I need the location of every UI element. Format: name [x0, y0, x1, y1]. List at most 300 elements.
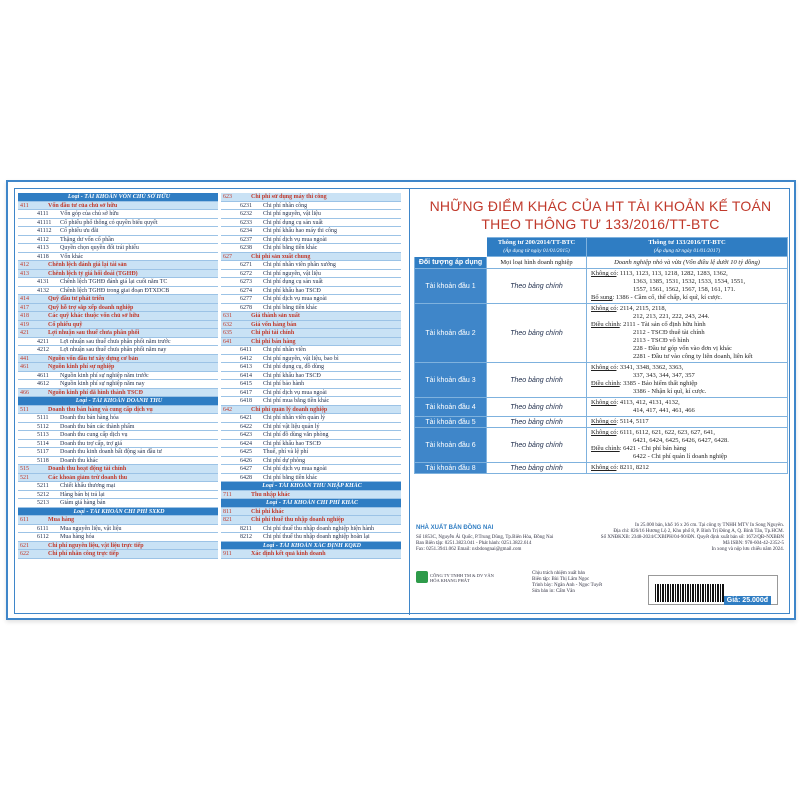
account-name: Chiết khấu thương mại: [60, 483, 116, 489]
section-header-text: Loại - TÀI KHOẢN THU NHẬP KHÁC: [262, 483, 362, 489]
account-name: Chi phí bán hàng: [251, 338, 296, 345]
indent-spacer: [221, 236, 239, 244]
indent-spacer: [221, 210, 239, 218]
account-row: [221, 389, 401, 398]
account-row: [221, 210, 401, 219]
account-row: [221, 304, 401, 313]
account-row: [18, 482, 218, 491]
header-blank: [415, 238, 487, 257]
info-line: Số XNĐKXB: 2348-2024/CXBIPH/04-90/ĐN. Quyết định xuất bản số: 1672/QĐ-NXBĐN: [600, 535, 784, 540]
indent-spacer: [18, 431, 36, 439]
indent-spacer: [18, 499, 36, 507]
account-name: Chi phí dịch vụ mua ngoài: [263, 466, 327, 472]
section-header: [18, 193, 218, 202]
detail-prefix: Không có: [591, 270, 617, 277]
account-row: [221, 423, 401, 432]
account-name: Cổ phiếu quỹ: [48, 321, 83, 328]
indent-spacer: [18, 210, 36, 218]
background-bottom: [0, 620, 800, 800]
account-name: Chi phí dịch vụ mua ngoài: [263, 236, 327, 243]
account-row: [221, 321, 401, 330]
account-row: [18, 491, 218, 500]
detail-line: 212, 213, 221, 222, 243, 244.: [633, 313, 710, 320]
account-row: [18, 525, 218, 534]
account-row: [18, 210, 218, 219]
account-code: 627: [223, 253, 232, 260]
account-code: 6273: [240, 279, 252, 285]
section-header: [18, 397, 218, 406]
account-row: [18, 474, 218, 483]
row-label: Tài khoản đầu 8: [415, 463, 487, 474]
editorial-info: [532, 571, 622, 595]
account-code: 6421: [240, 415, 252, 421]
account-name: Chi phí dụng cụ sản xuất: [263, 279, 323, 285]
row-detail: [587, 363, 788, 398]
indent-spacer: [221, 440, 239, 448]
accounting-chart-sheet: [6, 180, 796, 620]
indent-spacer: [221, 270, 239, 278]
detail-prefix: Điều chỉnh: [591, 321, 620, 328]
account-row: [18, 448, 218, 457]
account-code: 6274: [240, 287, 252, 294]
account-code: 466: [20, 389, 29, 396]
info-line: Mã ISBN: 978-604-42-2352-5: [722, 541, 784, 546]
section-header: [18, 508, 218, 517]
account-name: Mua nguyên liệu, vật liệu: [60, 525, 122, 532]
indent-spacer: [221, 414, 239, 422]
account-name: Chi phí nguyên, vật liệu, bao bì: [263, 355, 339, 362]
account-name: Chi phí dịch vụ mua ngoài: [263, 296, 327, 302]
account-code: 5114: [37, 440, 49, 447]
detail-line: Không có: 3341, 3348, 3362, 3363,: [591, 364, 684, 371]
account-code: 811: [223, 508, 232, 515]
account-name: Doanh thu kinh doanh bất động sản đầu tư: [60, 449, 162, 455]
account-name: Mua hàng: [48, 517, 75, 523]
publisher-footer: [414, 521, 788, 611]
detail-line: 2112 - TSCĐ thuê tài chính: [633, 329, 705, 336]
row-mid: Theo bảng chính: [487, 304, 587, 363]
header-circular-133: [587, 238, 788, 257]
table-row: [415, 304, 788, 363]
account-row: [18, 227, 218, 236]
table-row: [415, 269, 788, 304]
table-row: [415, 463, 788, 474]
account-code: 5112: [37, 423, 49, 430]
account-name: Doanh thu trợ cấp, trợ giá: [60, 440, 122, 447]
indent-spacer: [18, 414, 36, 422]
background-top: [0, 0, 800, 180]
account-code: 6413: [240, 364, 252, 370]
account-code: 6277: [240, 296, 252, 302]
publisher-info: [416, 535, 596, 553]
row-detail: [587, 417, 788, 428]
info-line: Chịu trách nhiệm xuất bản: [532, 571, 586, 576]
indent-spacer: [18, 236, 36, 244]
detail-prefix: Không có: [591, 418, 617, 425]
account-name: Lợi nhuận sau thuế chưa phân phối năm trước: [60, 338, 171, 345]
barcode-icon: [655, 584, 725, 602]
account-code: 4132: [37, 287, 49, 294]
account-code: 6422: [240, 423, 252, 430]
account-name: Chi phí tài chính: [251, 330, 295, 336]
account-row: [18, 202, 218, 211]
account-name: Nguồn vốn đầu tư xây dựng cơ bản: [48, 355, 139, 362]
account-code: 911: [223, 551, 232, 557]
account-code: 515: [20, 466, 29, 472]
account-row: [221, 448, 401, 457]
indent-spacer: [18, 253, 36, 261]
account-code: 5117: [37, 449, 49, 455]
account-row: [18, 329, 218, 338]
detail-prefix: Không có: [591, 464, 617, 471]
indent-spacer: [18, 372, 36, 380]
account-name: Chi phí nhân viên quản lý: [263, 415, 326, 421]
indent-spacer: [221, 533, 239, 541]
account-row: [18, 261, 218, 270]
account-code: 632: [223, 321, 232, 328]
account-name: Chênh lệch tỷ giá hối đoái (TGHĐ): [48, 270, 138, 277]
info-line: Fax: 0251.3941.062 Email: nxbdongnai@gmail.com: [416, 547, 522, 552]
account-row: [221, 508, 401, 517]
account-name: Vốn góp của chủ sở hữu: [60, 211, 119, 217]
indent-spacer: [221, 244, 239, 252]
indent-spacer: [18, 278, 36, 286]
row-label: Tài khoản đầu 4: [415, 398, 487, 417]
account-row: [221, 414, 401, 423]
barcode-label: [648, 575, 778, 605]
section-header-text: Loại - TÀI KHOẢN VỐN CHỦ SỞ HỮU: [67, 194, 171, 200]
account-row: [221, 355, 401, 364]
table-row-scope: [415, 257, 788, 269]
detail-line: Điều chỉnh: 2111 - Tài sản cố định hữu hình: [591, 321, 706, 328]
account-code: 41112: [37, 228, 52, 234]
indent-spacer: [221, 431, 239, 439]
account-code: 635: [223, 330, 232, 336]
detail-line: 3386 - Nhận kí quĩ, kí cược.: [633, 388, 707, 395]
account-name: Chi phí khấu hao TSCĐ: [263, 440, 321, 447]
account-code: 521: [20, 474, 29, 481]
account-row: [221, 457, 401, 466]
account-name: Chi phí dịch vụ mua ngoài: [263, 389, 327, 396]
account-row: [18, 338, 218, 347]
detail-line: Không có: 6111, 6112, 621, 622, 623, 627, 641,: [591, 429, 716, 436]
row-mid: Theo bảng chính: [487, 269, 587, 304]
indent-spacer: [18, 346, 36, 354]
detail-line: 6422 - Chi phí quản lí doanh nghiệp: [633, 453, 728, 460]
account-name: Quỹ hỗ trợ sắp xếp doanh nghiệp: [48, 304, 134, 311]
account-row: [221, 533, 401, 542]
account-column-middle: [221, 193, 401, 609]
account-row: [18, 312, 218, 321]
info-line: In xong và nộp lưu chiểu năm 2024.: [711, 547, 784, 552]
account-code: 6417: [240, 389, 252, 396]
account-name: Chi phí bằng tiền khác: [263, 474, 318, 481]
detail-line: Bổ sung: 1386 - Cầm cố, thế chấp, kí quĩ, kí cược.: [591, 294, 722, 301]
account-row: [221, 363, 401, 372]
account-code: 414: [20, 296, 29, 302]
account-row: [18, 372, 218, 381]
account-name: Chi phí nguyên liệu, vật liệu trực tiếp: [48, 542, 144, 549]
account-name: Chi phí dụng cụ, đồ dùng: [263, 364, 324, 370]
row-detail: [587, 304, 788, 363]
indent-spacer: [221, 465, 239, 473]
account-code: 6418: [240, 398, 252, 404]
account-name: Chi phí nhân công: [263, 202, 308, 209]
account-code: 41111: [37, 219, 52, 226]
account-code: 4611: [37, 372, 49, 379]
info-line: Địa chỉ: 826/16 Hương Lộ 2, Khu phố 8, P. Bình Trị Đông A, Q. Bình Tân, Tp.HCM.: [613, 529, 784, 534]
indent-spacer: [221, 355, 239, 363]
account-code: 6428: [240, 474, 252, 481]
account-row: [18, 253, 218, 262]
account-code: 4118: [37, 253, 49, 260]
account-row: [221, 202, 401, 211]
info-line: Sửa bản in: Cẩm Vân: [532, 589, 575, 594]
account-row: [221, 550, 401, 559]
account-name: Nguồn kinh phí sự nghiệp năm nay: [60, 381, 145, 387]
account-row: [18, 219, 218, 228]
section-header-text: Loại - TÀI KHOẢN DOANH THU: [75, 398, 163, 404]
account-row: [221, 338, 401, 347]
row-label: Tài khoản đầu 5: [415, 417, 487, 428]
partner-logo-icon: [416, 571, 428, 583]
indent-spacer: [18, 244, 36, 252]
account-code: 6278: [240, 304, 252, 311]
account-code: 441: [20, 355, 29, 362]
account-name: Chi phí dụng cụ sản xuất: [263, 219, 323, 226]
account-row: [221, 193, 401, 202]
indent-spacer: [18, 440, 36, 448]
partner-name: CÔNG TY TNHH TM & DV VĂN HÓA KHANG PHÁT: [430, 573, 494, 583]
account-row: [18, 278, 218, 287]
account-name: Chi phí mua bằng tiền khác: [263, 398, 330, 404]
account-code: 6427: [240, 466, 252, 472]
detail-line: 1363, 1385, 1531, 1532, 1533, 1534, 1551,: [633, 278, 746, 285]
account-name: Chênh lệch đánh giá lại tài sản: [48, 262, 127, 268]
account-code: 611: [20, 517, 29, 523]
detail-line: Không có: 2114, 2115, 2118,: [591, 305, 667, 312]
row-label: Tài khoản đầu 1: [415, 269, 487, 304]
indent-spacer: [221, 219, 239, 227]
indent-spacer: [18, 227, 36, 235]
account-code: 5118: [37, 457, 49, 464]
account-code: 5212: [37, 491, 49, 498]
account-code: 642: [223, 406, 232, 413]
header-circular-133-title: Thông tư 133/2016/TT-BTC: [648, 239, 726, 246]
account-row: [221, 491, 401, 500]
account-code: 8212: [240, 534, 252, 540]
indent-spacer: [221, 448, 239, 456]
section-header-text: Loại - TÀI KHOẢN CHI PHÍ SXKD: [73, 508, 165, 515]
account-row: [221, 261, 401, 270]
row-label: Tài khoản đầu 3: [415, 363, 487, 398]
account-row: [18, 363, 218, 372]
indent-spacer: [221, 304, 239, 312]
account-code: 6423: [240, 432, 252, 438]
header-circular-200-title: Thông tư 200/2014/TT-BTC: [497, 239, 576, 246]
account-code: 6414: [240, 372, 252, 379]
account-name: Chi phí bằng tiền khác: [263, 245, 318, 251]
account-row: [221, 465, 401, 474]
indent-spacer: [18, 423, 36, 431]
detail-prefix: Điều chỉnh: [591, 380, 620, 387]
row-detail: [587, 463, 788, 474]
panel-title-line2: THEO THÔNG TƯ 133/2016/TT-BTC: [481, 216, 720, 232]
detail-line: 2113 - TSCĐ vô hình: [633, 337, 689, 344]
account-row: [221, 525, 401, 534]
account-name: Chi phí vật liệu quản lý: [263, 423, 320, 430]
detail-line: 6421, 6424, 6425, 6426, 6427, 6428.: [633, 437, 729, 444]
row-mid: Theo bảng chính: [487, 398, 587, 417]
account-name: Chi phí nguyên, vật liệu: [263, 211, 321, 217]
account-row: [221, 406, 401, 415]
account-code: 6234: [240, 228, 252, 234]
detail-prefix: Bổ sung: [591, 294, 613, 301]
account-row: [221, 312, 401, 321]
section-header: [221, 542, 401, 551]
row-detail: [587, 428, 788, 463]
section-header-text: Loại - TÀI KHOẢN XÁC ĐỊNH KQKD: [262, 542, 361, 549]
detail-line: 1557, 1561, 1562, 1567, 158, 161, 171.: [633, 286, 736, 293]
account-code: 412: [20, 262, 29, 268]
account-name: Chi phí khấu hao TSCĐ: [263, 287, 321, 294]
publisher-name: NHÀ XUẤT BẢN ĐỒNG NAI: [416, 525, 494, 531]
account-code: 5211: [37, 483, 49, 489]
account-row: [221, 270, 401, 279]
account-name: Chi phí bảo hành: [263, 381, 305, 387]
account-name: Nguồn kinh phí đã hình thành TSCĐ: [48, 389, 143, 396]
account-name: Quyền chọn quyền đổi trái phiếu: [60, 245, 139, 251]
account-name: Hàng bán bị trả lại: [60, 491, 105, 498]
account-row: [221, 431, 401, 440]
account-code: 6412: [240, 355, 252, 362]
info-line: Số 1853C, Nguyễn Ái Quốc, P.Trung Dũng, Tp.Biên Hòa, Đồng Nai: [416, 535, 554, 540]
account-row: [18, 287, 218, 296]
row-mid: Theo bảng chính: [487, 417, 587, 428]
indent-spacer: [18, 533, 36, 541]
row-label: Tài khoản đầu 6: [415, 428, 487, 463]
account-code: 4131: [37, 279, 49, 285]
account-name: Xác định kết quả kinh doanh: [251, 551, 326, 557]
indent-spacer: [221, 227, 239, 235]
account-name: Chi phí khấu hao TSCĐ: [263, 372, 321, 379]
account-row: [221, 397, 401, 406]
indent-spacer: [221, 278, 239, 286]
account-row: [18, 431, 218, 440]
account-name: Doanh thu bán hàng và cung cấp dịch vụ: [48, 406, 153, 413]
account-name: Chi phí khấu hao máy thi công: [263, 228, 337, 234]
account-row: [221, 440, 401, 449]
account-code: 6424: [240, 440, 252, 447]
account-name: Thặng dư vốn cổ phần: [60, 236, 114, 243]
account-name: Chi phí nhân viên: [263, 347, 306, 353]
account-name: Doanh thu hoạt động tài chính: [48, 466, 127, 472]
row-mid-scope: Mọi loại hình doanh nghiệp: [487, 257, 587, 269]
account-code: 6271: [240, 262, 252, 268]
account-code: 5213: [37, 500, 49, 506]
account-code: 711: [223, 491, 232, 498]
info-line: Trình bày: Ngân Anh - Ngọc Tuyết: [532, 583, 603, 588]
account-row: [221, 474, 401, 483]
account-name: Chi phí nhân viên phân xưởng: [263, 262, 336, 268]
account-name: Thuế, phí và lệ phí: [263, 449, 309, 455]
account-row: [221, 287, 401, 296]
account-row: [18, 533, 218, 542]
account-row: [18, 414, 218, 423]
detail-line: 228 - Đầu tư góp vốn vào đơn vị khác: [633, 345, 732, 352]
account-code: 623: [223, 194, 232, 200]
account-name: Chi phí bằng tiền khác: [263, 304, 318, 311]
indent-spacer: [221, 380, 239, 388]
account-name: Giá thành sản xuất: [251, 313, 300, 319]
account-code: 6233: [240, 219, 252, 226]
account-name: Vốn đầu tư của chủ sở hữu: [48, 202, 118, 209]
indent-spacer: [221, 397, 239, 405]
account-name: Nguồn kinh phí sự nghiệp năm trước: [60, 372, 149, 379]
account-row: [18, 542, 218, 551]
account-code: 8211: [240, 525, 252, 532]
row-mid: Theo bảng chính: [487, 463, 587, 474]
account-name: Chênh lệch TGHĐ trong giai đoạn ĐTXDCB: [60, 287, 170, 294]
indent-spacer: [221, 363, 239, 371]
account-name: Chi phí sản xuất chung: [251, 253, 311, 260]
account-row: [18, 270, 218, 279]
header-circular-133-date: (Áp dụng từ ngày 01/01/2017): [653, 248, 721, 254]
account-name: Chi phí sử dụng máy thi công: [251, 194, 327, 200]
account-row: [221, 380, 401, 389]
indent-spacer: [18, 525, 36, 533]
detail-line: 337, 343, 344, 347, 357: [633, 372, 695, 379]
account-name: Nguồn kinh phí sự nghiệp: [48, 364, 115, 370]
table-row: [415, 398, 788, 417]
indent-spacer: [221, 474, 239, 482]
account-row: [221, 278, 401, 287]
account-name: Vốn khác: [60, 253, 84, 260]
info-line: Biên tập: Bùi Thị Lâm Ngọc: [532, 577, 590, 582]
account-row: [18, 295, 218, 304]
account-name: Chi phí thuế thu nhập doanh nghiệp hiện hành: [263, 525, 374, 532]
account-code: 4612: [37, 381, 49, 387]
header-circular-200-date: (Áp dụng từ ngày 01/01/2015): [503, 248, 570, 254]
account-row: [221, 244, 401, 253]
indent-spacer: [221, 261, 239, 269]
detail-prefix: Không có: [591, 364, 617, 371]
account-name: Lợi nhuận sau thuế chưa phân phối năm nay: [60, 347, 167, 353]
detail-line: Không có: 4113, 412, 4131, 4132,: [591, 399, 680, 406]
account-row: [18, 321, 218, 330]
account-code: 6237: [240, 236, 252, 243]
account-code: 6426: [240, 457, 252, 464]
table-row: [415, 428, 788, 463]
account-name: Chi phí khác: [251, 508, 285, 515]
account-row: [18, 236, 218, 245]
account-code: 6111: [37, 525, 49, 532]
account-code: 419: [20, 321, 29, 328]
account-name: Cổ phiếu phổ thông có quyền biểu quyết: [60, 219, 158, 226]
account-code: 4212: [37, 347, 49, 353]
account-code: 6238: [240, 245, 252, 251]
account-name: Doanh thu cung cấp dịch vụ: [60, 432, 128, 438]
account-row: [18, 499, 218, 508]
indent-spacer: [18, 491, 36, 499]
account-row: [18, 423, 218, 432]
account-row: [18, 406, 218, 415]
header-circular-200: [487, 238, 587, 257]
account-code: 6411: [240, 347, 252, 353]
indent-spacer: [221, 295, 239, 303]
indent-spacer: [221, 346, 239, 354]
account-code: 622: [20, 551, 29, 557]
